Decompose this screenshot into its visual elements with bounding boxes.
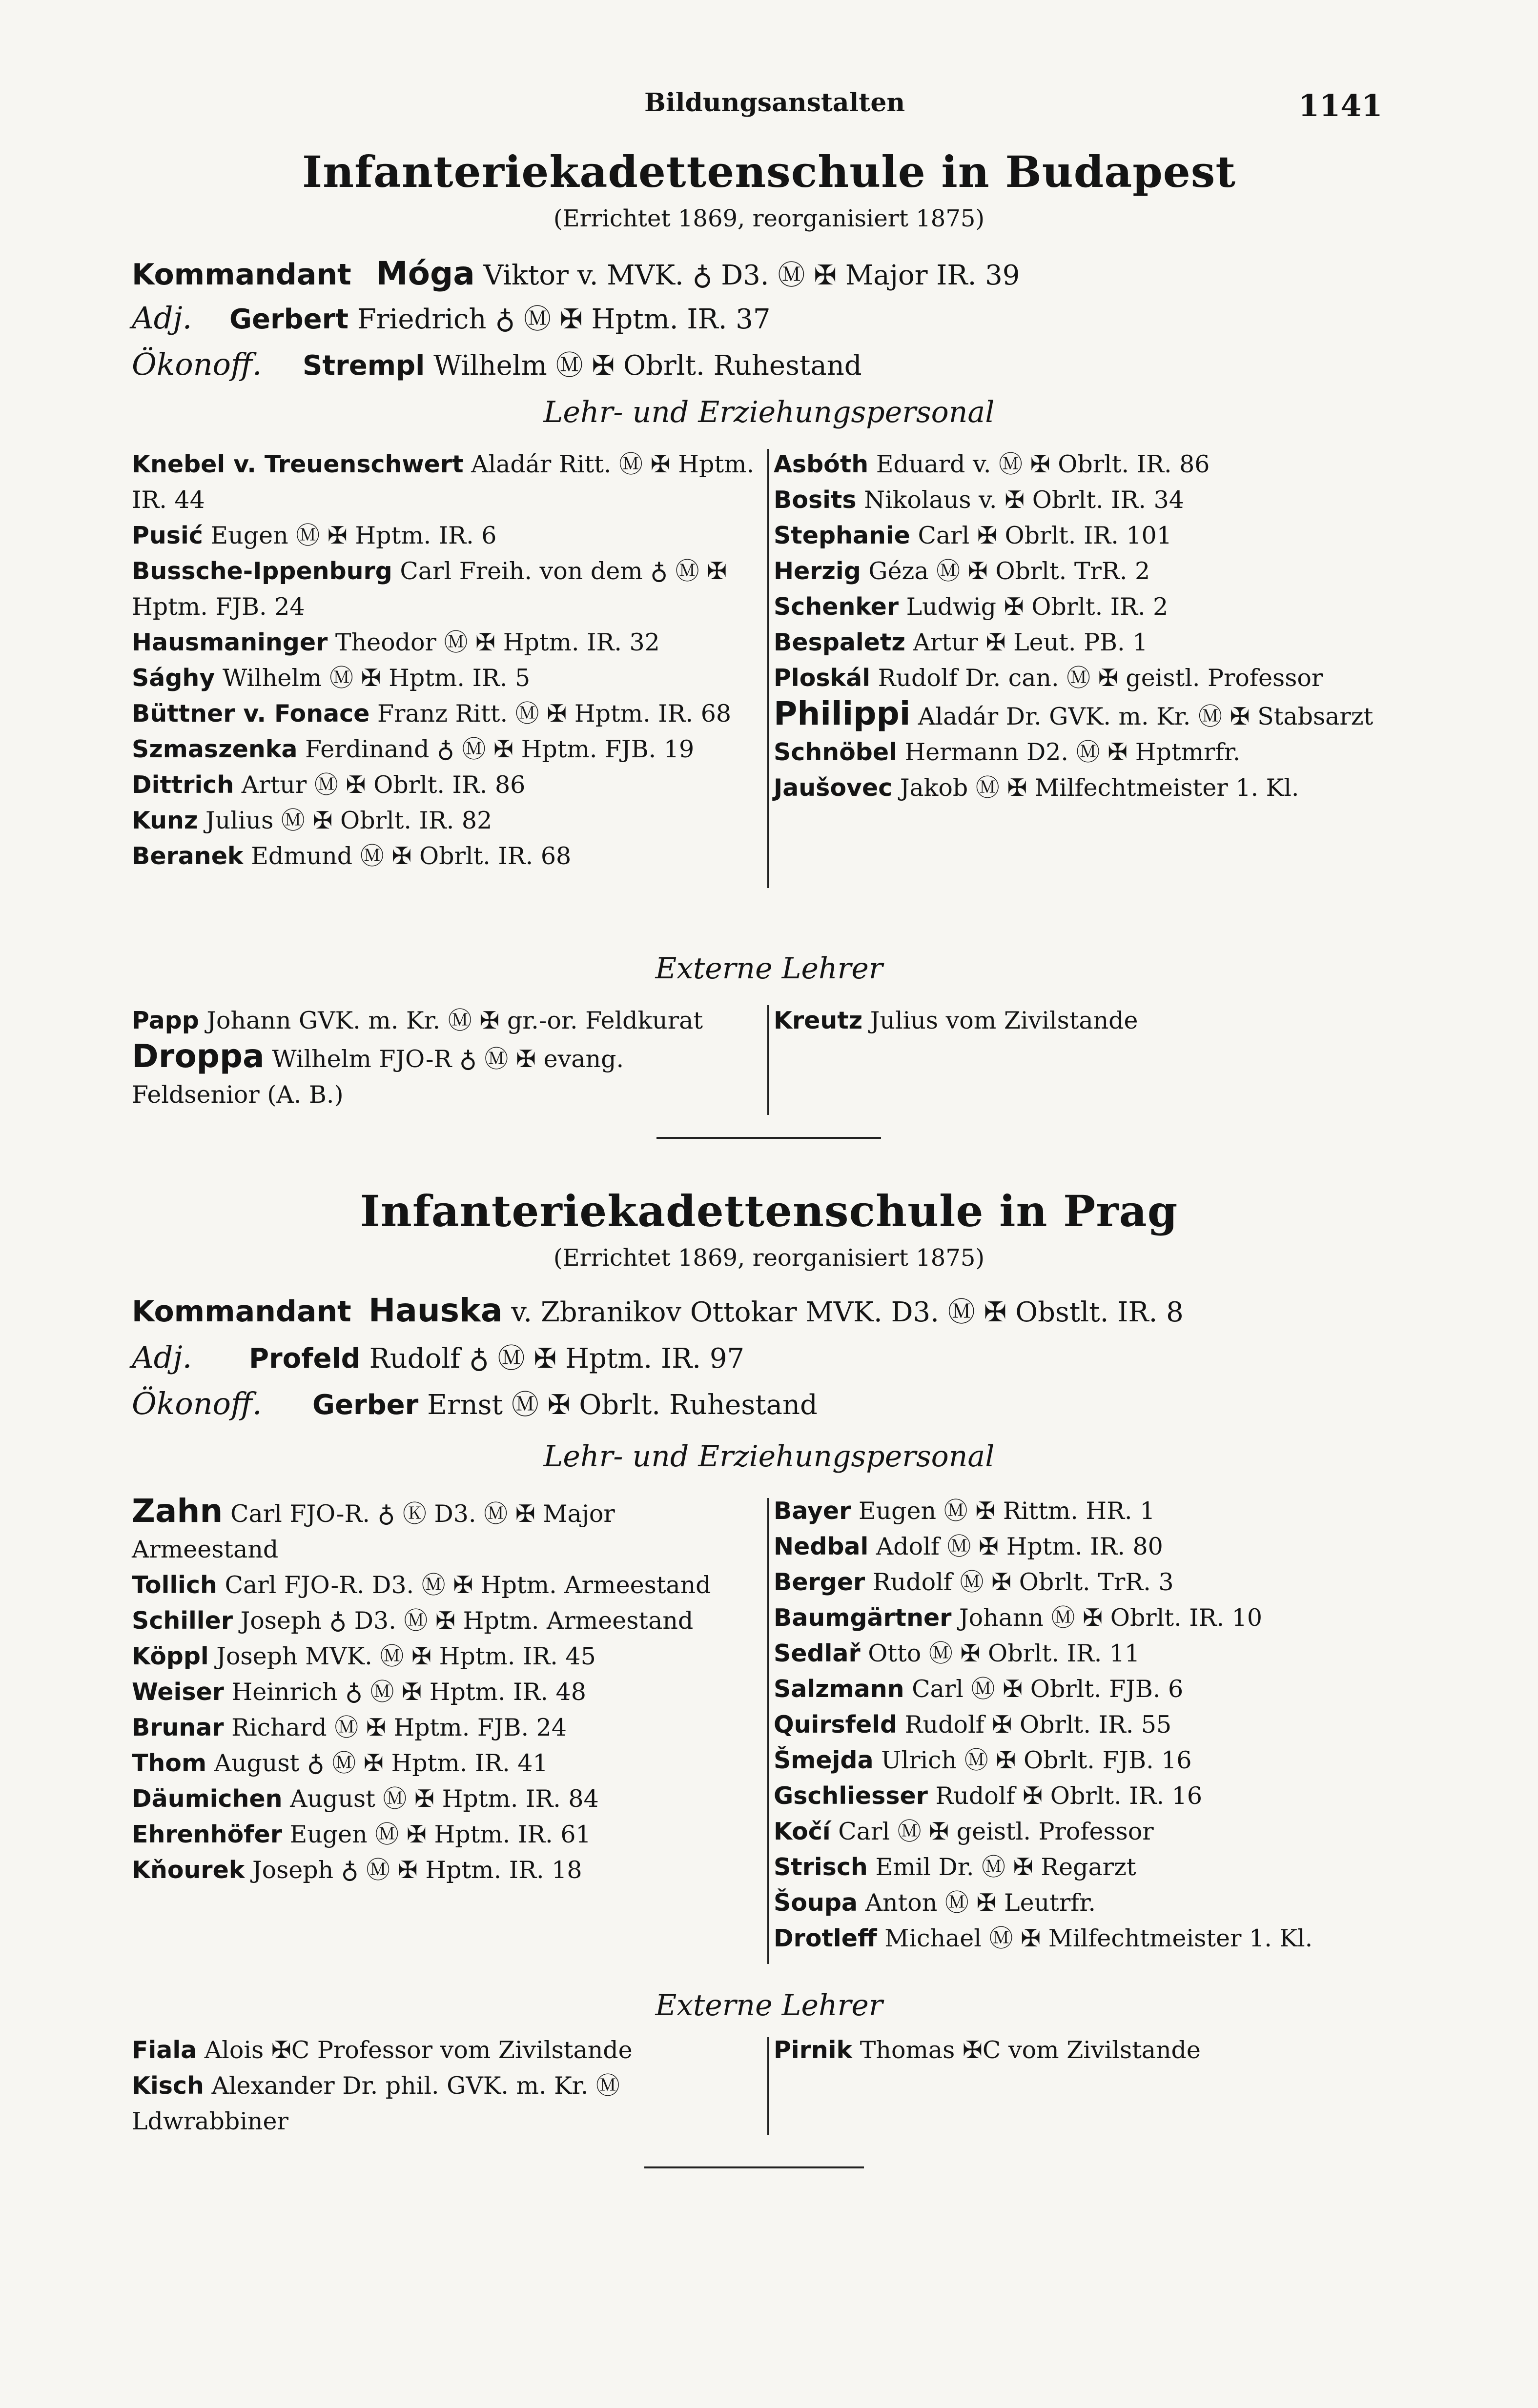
person-details: Otto Ⓜ ✠ Obrlt. IR. 11 <box>868 1639 1140 1667</box>
staff-heading-prag: Lehr- und Erziehungspersonal <box>543 1439 995 1474</box>
person-name: Knebel v. Treuenschwert <box>132 450 464 478</box>
list-item <box>132 2068 761 2139</box>
person-name: Philippi <box>774 695 911 732</box>
list-item <box>132 1781 761 1817</box>
section-subtitle-budapest: (Errichtet 1869, reorganisiert 1875) <box>553 205 985 232</box>
list-item <box>774 1564 1408 1600</box>
person-name: Droppa <box>132 1037 265 1075</box>
person-details: Géza Ⓜ ✠ Obrlt. TrR. 2 <box>868 557 1150 585</box>
list-item <box>774 1849 1408 1885</box>
person-name: Bayer <box>774 1497 851 1525</box>
person-details: Rudolf ✠ Obrlt. IR. 16 <box>935 1782 1203 1810</box>
person-details: Eugen Ⓜ ✠ Rittm. HR. 1 <box>858 1497 1155 1525</box>
staff-list-left <box>132 1493 761 1888</box>
person-details: Wilhelm Ⓜ ✠ Obrlt. Ruhestand <box>433 350 862 382</box>
section-title-prag: Infanteriekadettenschule in Prag <box>360 1186 1178 1236</box>
list-item <box>774 1742 1408 1778</box>
person-details: Joseph ♁ D3. Ⓜ ✠ Hptm. Armeestand <box>240 1607 694 1635</box>
person-details: Hermann D2. Ⓜ ✠ Hptmrfr. <box>904 738 1241 766</box>
person-name: Weiser <box>132 1678 224 1706</box>
person-details: Emil Dr. Ⓜ ✠ Regarzt <box>875 1853 1136 1881</box>
list-item <box>132 838 757 874</box>
list-item <box>774 1671 1408 1707</box>
list-item <box>132 625 757 660</box>
list-item <box>774 625 1403 660</box>
person-name: Büttner v. Fonace <box>132 700 370 728</box>
person-details: Eduard v. Ⓜ ✠ Obrlt. IR. 86 <box>876 450 1210 478</box>
person-name: Sedlař <box>774 1639 861 1667</box>
person-details: Michael Ⓜ ✠ Milfechtmeister 1. Kl. <box>884 1924 1313 1952</box>
person-details: Franz Ritt. Ⓜ ✠ Hptm. IR. 68 <box>377 700 732 728</box>
staff-list-right <box>774 1493 1408 1956</box>
kommandant-line <box>132 1291 1184 1330</box>
list-item <box>774 770 1403 806</box>
person-name: Bespaletz <box>774 628 905 656</box>
column-divider <box>767 449 769 888</box>
person-name: Tollich <box>132 1571 217 1599</box>
staff-list-right <box>774 446 1403 806</box>
person-details: Carl Ⓜ ✠ Obrlt. FJB. 6 <box>912 1675 1184 1703</box>
list-item <box>774 1636 1408 1671</box>
role-label: Ökonoff. <box>132 1386 262 1421</box>
person-details: Artur ✠ Leut. PB. 1 <box>913 628 1148 656</box>
person-details: Johann Ⓜ ✠ Obrlt. IR. 10 <box>959 1604 1262 1632</box>
list-item <box>774 660 1403 696</box>
list-item <box>132 696 757 731</box>
person-name: Jaušovec <box>774 774 893 802</box>
external-list-left <box>132 2032 761 2139</box>
person-details: Richard Ⓜ ✠ Hptm. FJB. 24 <box>231 1714 567 1741</box>
person-details: August ♁ Ⓜ ✠ Hptm. IR. 41 <box>214 1749 548 1777</box>
list-item <box>132 518 757 553</box>
person-details: Eugen Ⓜ ✠ Hptm. IR. 61 <box>289 1821 591 1848</box>
person-name: Dittrich <box>132 771 234 799</box>
list-item <box>132 803 757 838</box>
list-item <box>774 1600 1408 1636</box>
list-item <box>774 2032 1408 2068</box>
person-name: Hausmaninger <box>132 628 328 656</box>
person-name: Kreutz <box>774 1007 863 1034</box>
section-subtitle-prag: (Errichtet 1869, reorganisiert 1875) <box>553 1244 985 1272</box>
person-name: Salzmann <box>774 1675 904 1703</box>
person-details: Theodor Ⓜ ✠ Hptm. IR. 32 <box>335 628 660 656</box>
person-details: Heinrich ♁ Ⓜ ✠ Hptm. IR. 48 <box>231 1678 586 1706</box>
list-item <box>132 1745 761 1781</box>
running-head-title: Bildungsanstalten <box>644 88 905 118</box>
person-details: Jakob Ⓜ ✠ Milfechtmeister 1. Kl. <box>900 774 1299 802</box>
list-item <box>132 1817 761 1852</box>
person-details: Friedrich ♁ Ⓜ ✠ Hptm. IR. 37 <box>357 304 771 335</box>
person-details: Ernst Ⓜ ✠ Obrlt. Ruhestand <box>427 1389 818 1421</box>
person-name: Zahn <box>132 1492 223 1530</box>
person-name: Quirsfeld <box>774 1711 898 1739</box>
person-details: Alois ✠C Professor vom Zivilstande <box>204 2036 633 2064</box>
person-name: Schiller <box>132 1607 233 1635</box>
column-divider <box>767 1498 769 1964</box>
person-name: Berger <box>774 1568 865 1596</box>
list-item <box>774 1885 1408 1921</box>
list-item <box>132 2032 761 2068</box>
person-details: Carl Freih. von dem ♁ Ⓜ ✠ Hptm. FJB. 24 <box>132 557 727 621</box>
person-details: Rudolf Ⓜ ✠ Obrlt. TrR. 3 <box>872 1568 1174 1596</box>
role-label: Adj. <box>132 1339 192 1375</box>
staff-list-left <box>132 446 757 874</box>
list-item <box>132 1038 757 1113</box>
person-name: Beranek <box>132 842 244 870</box>
person-details: Rudolf ✠ Obrlt. IR. 55 <box>904 1711 1172 1739</box>
person-name: Sághy <box>132 664 215 692</box>
person-name: Móga <box>376 255 475 292</box>
list-item <box>132 1003 757 1038</box>
person-details: Johann GVK. m. Kr. Ⓜ ✠ gr.-or. Feldkurat <box>206 1007 703 1034</box>
column-divider <box>767 2037 769 2135</box>
external-list-right <box>774 1003 1403 1038</box>
person-details: Eugen Ⓜ ✠ Hptm. IR. 6 <box>210 522 497 549</box>
list-item <box>774 1707 1408 1742</box>
person-details: Joseph MVK. Ⓜ ✠ Hptm. IR. 45 <box>216 1642 596 1670</box>
list-item <box>774 1814 1408 1849</box>
person-details: Rudolf ♁ Ⓜ ✠ Hptm. IR. 97 <box>369 1343 745 1375</box>
person-name: Gerbert <box>229 304 349 335</box>
person-details: Adolf Ⓜ ✠ Hptm. IR. 80 <box>876 1533 1163 1560</box>
person-details: Anton Ⓜ ✠ Leutrfr. <box>865 1889 1096 1917</box>
list-item <box>132 1674 761 1710</box>
person-name: Papp <box>132 1007 199 1034</box>
person-details: Alexander Dr. phil. GVK. m. Kr. Ⓜ Ldwrabbiner <box>132 2072 620 2135</box>
person-details: Nikolaus v. ✠ Obrlt. IR. 34 <box>864 486 1184 514</box>
page-number: 1141 <box>1298 88 1383 123</box>
column-divider <box>767 1005 769 1115</box>
person-details: Carl FJO-R. ♁ Ⓚ D3. Ⓜ ✠ Major Armeestand <box>132 1500 615 1563</box>
section-divider-rule <box>644 2166 864 2168</box>
section-title-budapest: Infanteriekadettenschule in Budapest <box>302 146 1236 197</box>
person-name: Profeld <box>249 1343 361 1375</box>
person-name: Stephanie <box>774 522 910 549</box>
staff-heading-budapest: Lehr- und Erziehungspersonal <box>543 395 995 429</box>
list-item <box>774 553 1403 589</box>
list-item <box>132 767 757 803</box>
person-details: Aladár Ritt. Ⓜ ✠ Hptm. IR. 44 <box>132 450 755 514</box>
list-item <box>132 660 757 696</box>
list-item <box>132 731 757 767</box>
person-name: Herzig <box>774 557 861 585</box>
person-name: Ehrenhöfer <box>132 1821 282 1848</box>
person-name: Schnöbel <box>774 738 897 766</box>
list-item <box>132 1493 761 1567</box>
section-divider-rule <box>656 1137 881 1139</box>
person-details: Ferdinand ♁ Ⓜ ✠ Hptm. FJB. 19 <box>305 735 695 763</box>
oekonoff-line <box>132 1383 818 1422</box>
kommandant-line <box>132 254 1020 293</box>
role-label: Kommandant <box>132 1295 351 1329</box>
role-label: Ökonoff. <box>132 346 262 382</box>
person-name: Nedbal <box>774 1533 869 1560</box>
external-list-left <box>132 1003 757 1113</box>
person-name: Ploskál <box>774 664 870 692</box>
person-name: Gerber <box>312 1389 419 1421</box>
list-item <box>774 589 1403 625</box>
role-label: Adj. <box>132 300 192 336</box>
list-item <box>132 1710 761 1745</box>
list-item <box>132 553 757 625</box>
person-details: Julius vom Zivilstande <box>870 1007 1138 1034</box>
list-item <box>774 446 1403 482</box>
person-name: Strempl <box>303 350 425 382</box>
person-name: Schenker <box>774 593 899 621</box>
person-name: Bussche-Ippenburg <box>132 557 392 585</box>
list-item <box>774 1003 1403 1038</box>
external-list-right <box>774 2032 1408 2068</box>
person-name: Kunz <box>132 807 198 834</box>
person-details: Carl Ⓜ ✠ geistl. Professor <box>838 1818 1154 1845</box>
person-details: Edmund Ⓜ ✠ Obrlt. IR. 68 <box>251 842 572 870</box>
person-details: Viktor v. MVK. ♁ D3. Ⓜ ✠ Major IR. 39 <box>483 260 1020 291</box>
person-name: Thom <box>132 1749 207 1777</box>
person-name: Hauska <box>369 1292 503 1329</box>
person-name: Kočí <box>774 1818 831 1845</box>
list-item <box>774 1778 1408 1814</box>
external-heading-prag: Externe Lehrer <box>655 1988 883 2023</box>
role-label: Kommandant <box>132 258 351 292</box>
person-name: Däumichen <box>132 1785 283 1813</box>
person-name: Pusić <box>132 522 203 549</box>
person-details: Rudolf Dr. can. Ⓜ ✠ geistl. Professor <box>878 664 1323 692</box>
person-name: Asbóth <box>774 450 869 478</box>
list-item <box>774 734 1403 770</box>
person-name: Brunar <box>132 1714 224 1741</box>
list-item <box>132 1567 761 1603</box>
list-item <box>774 696 1403 734</box>
list-item <box>132 1603 761 1639</box>
person-name: Baumgärtner <box>774 1604 952 1632</box>
person-details: Aladár Dr. GVK. m. Kr. Ⓜ ✠ Stabsarzt <box>918 703 1374 730</box>
adjutant-line <box>132 1337 744 1376</box>
person-name: Šoupa <box>774 1889 858 1917</box>
list-item <box>132 1639 761 1674</box>
person-name: Kňourek <box>132 1856 245 1884</box>
list-item <box>774 1529 1408 1564</box>
person-details: Julius Ⓜ ✠ Obrlt. IR. 82 <box>205 807 492 834</box>
person-details: Artur Ⓜ ✠ Obrlt. IR. 86 <box>241 771 526 799</box>
person-details: Wilhelm FJO-R ♁ Ⓜ ✠ evang. Feldsenior (A. B.) <box>132 1045 624 1109</box>
person-name: Drotleff <box>774 1924 877 1952</box>
person-name: Köppl <box>132 1642 209 1670</box>
person-name: Strisch <box>774 1853 868 1881</box>
person-details: August Ⓜ ✠ Hptm. IR. 84 <box>290 1785 599 1813</box>
list-item <box>774 1921 1408 1956</box>
list-item <box>774 482 1403 518</box>
list-item <box>132 1852 761 1888</box>
person-details: Carl ✠ Obrlt. IR. 101 <box>918 522 1172 549</box>
person-details: Ulrich Ⓜ ✠ Obrlt. FJB. 16 <box>881 1746 1192 1774</box>
person-details: v. Zbranikov Ottokar MVK. D3. Ⓜ ✠ Obstlt. IR. 8 <box>511 1296 1184 1328</box>
list-item <box>132 446 757 518</box>
oekonoff-line <box>132 344 862 383</box>
person-details: Carl FJO-R. D3. Ⓜ ✠ Hptm. Armeestand <box>225 1571 711 1599</box>
person-name: Szmaszenka <box>132 735 298 763</box>
person-name: Bosits <box>774 486 857 514</box>
person-name: Gschliesser <box>774 1782 928 1810</box>
person-name: Šmejda <box>774 1746 874 1774</box>
person-details: Thomas ✠C vom Zivilstande <box>860 2036 1201 2064</box>
list-item <box>774 1493 1408 1529</box>
list-item <box>774 518 1403 553</box>
adjutant-line <box>132 298 771 337</box>
person-details: Ludwig ✠ Obrlt. IR. 2 <box>906 593 1169 621</box>
person-name: Fiala <box>132 2036 197 2064</box>
external-heading-budapest: Externe Lehrer <box>655 951 883 986</box>
person-name: Pirnik <box>774 2036 853 2064</box>
person-details: Wilhelm Ⓜ ✠ Hptm. IR. 5 <box>222 664 531 692</box>
person-name: Kisch <box>132 2072 204 2100</box>
person-details: Joseph ♁ Ⓜ ✠ Hptm. IR. 18 <box>252 1856 582 1884</box>
